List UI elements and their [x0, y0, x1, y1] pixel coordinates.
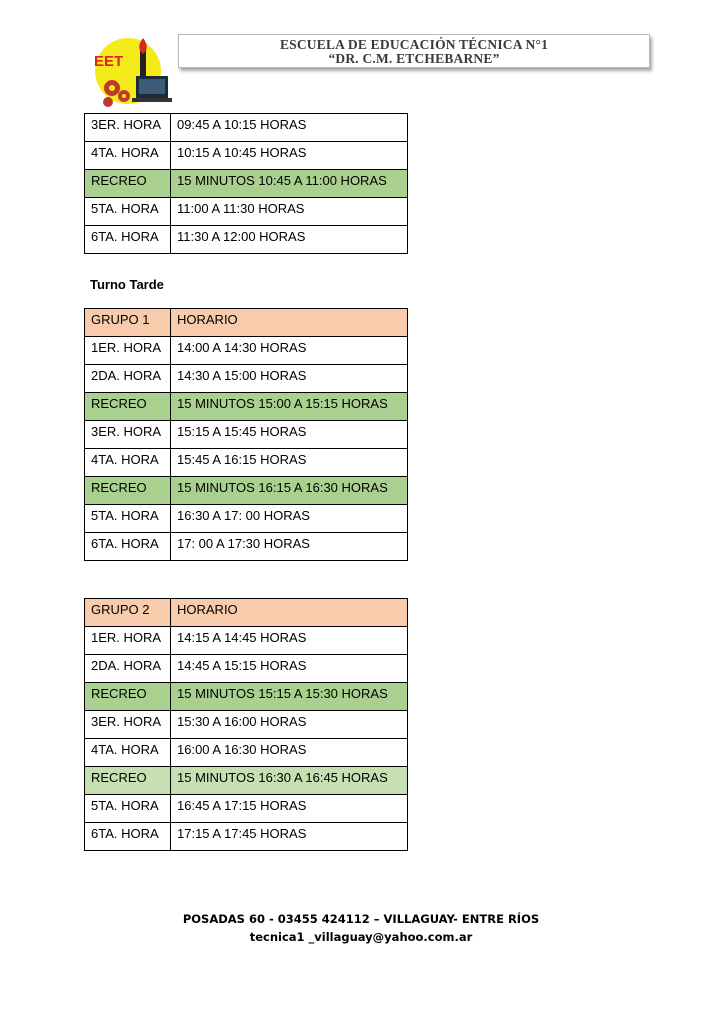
- school-patron-line: “DR. C.M. ETCHEBARNE”: [328, 51, 500, 66]
- time-cell: 17: 00 A 17:30 HORAS: [171, 533, 408, 561]
- table-row: [85, 421, 408, 449]
- table-row: [85, 627, 408, 655]
- period-cell: RECREO: [85, 767, 171, 795]
- period-cell: 1ER. HORA: [85, 627, 171, 655]
- break-row: [85, 393, 408, 421]
- time-cell: 14:15 A 14:45 HORAS: [171, 627, 408, 655]
- table-row: [85, 505, 408, 533]
- time-cell: 15:15 A 15:45 HORAS: [171, 421, 408, 449]
- period-cell: 1ER. HORA: [85, 337, 171, 365]
- school-header: [178, 34, 650, 68]
- period-cell: RECREO: [85, 683, 171, 711]
- period-cell: 4TA. HORA: [85, 142, 171, 170]
- table-row: [85, 655, 408, 683]
- period-cell: 5TA. HORA: [85, 505, 171, 533]
- period-cell: 3ER. HORA: [85, 114, 171, 142]
- footer-email: tecnica1 _villaguay@yahoo.com.ar: [249, 930, 473, 944]
- table-row: [85, 226, 408, 254]
- period-cell: RECREO: [85, 170, 171, 198]
- time-cell: 17:15 A 17:45 HORAS: [171, 823, 408, 851]
- table-header-row: [85, 309, 408, 337]
- time-cell: 16:30 A 17: 00 HORAS: [171, 505, 408, 533]
- time-cell: 15 MINUTOS 15:15 A 15:30 HORAS: [171, 683, 408, 711]
- morning-schedule-table: [84, 113, 408, 254]
- table-row: [85, 114, 408, 142]
- period-cell: 5TA. HORA: [85, 795, 171, 823]
- table-row: [85, 142, 408, 170]
- table-row: [85, 449, 408, 477]
- period-cell: RECREO: [85, 393, 171, 421]
- break-row: [85, 767, 408, 795]
- period-cell: 6TA. HORA: [85, 226, 171, 254]
- table-row: [85, 198, 408, 226]
- break-row: [85, 683, 408, 711]
- table-row: [85, 823, 408, 851]
- table-row: [85, 795, 408, 823]
- time-cell: 11:30 A 12:00 HORAS: [171, 226, 408, 254]
- section-title: Turno Tarde: [90, 277, 164, 292]
- break-row: [85, 477, 408, 505]
- period-cell: GRUPO 1: [85, 309, 171, 337]
- time-cell: 15:30 A 16:00 HORAS: [171, 711, 408, 739]
- time-cell: 15 MINUTOS 15:00 A 15:15 HORAS: [171, 393, 408, 421]
- period-cell: 6TA. HORA: [85, 823, 171, 851]
- period-cell: 6TA. HORA: [85, 533, 171, 561]
- time-cell: 16:45 A 17:15 HORAS: [171, 795, 408, 823]
- time-cell: 09:45 A 10:15 HORAS: [171, 114, 408, 142]
- time-cell: 15 MINUTOS 16:30 A 16:45 HORAS: [171, 767, 408, 795]
- school-logo: [88, 36, 176, 112]
- time-cell: 15:45 A 16:15 HORAS: [171, 449, 408, 477]
- time-cell: 10:15 A 10:45 HORAS: [171, 142, 408, 170]
- time-cell: 14:30 A 15:00 HORAS: [171, 365, 408, 393]
- time-cell: 14:45 A 15:15 HORAS: [171, 655, 408, 683]
- table-row: [85, 711, 408, 739]
- period-cell: GRUPO 2: [85, 599, 171, 627]
- period-cell: 2DA. HORA: [85, 365, 171, 393]
- table-row: [85, 337, 408, 365]
- table-row: [85, 365, 408, 393]
- time-cell: HORARIO: [171, 309, 408, 337]
- period-cell: RECREO: [85, 477, 171, 505]
- break-row: [85, 170, 408, 198]
- school-name-line: ESCUELA DE EDUCACIÓN TÉCNICA N°1: [279, 37, 549, 52]
- time-cell: 14:00 A 14:30 HORAS: [171, 337, 408, 365]
- period-cell: 2DA. HORA: [85, 655, 171, 683]
- time-cell: HORARIO: [171, 599, 408, 627]
- table-row: [85, 739, 408, 767]
- grupo2-schedule-table: [84, 598, 408, 851]
- grupo1-schedule-table: [84, 308, 408, 561]
- period-cell: 4TA. HORA: [85, 449, 171, 477]
- table-row: [85, 533, 408, 561]
- period-cell: 4TA. HORA: [85, 739, 171, 767]
- time-cell: 15 MINUTOS 16:15 A 16:30 HORAS: [171, 477, 408, 505]
- table-header-row: [85, 599, 408, 627]
- time-cell: 15 MINUTOS 10:45 A 11:00 HORAS: [171, 170, 408, 198]
- logo-text: EET: [94, 53, 124, 70]
- period-cell: 3ER. HORA: [85, 711, 171, 739]
- period-cell: 3ER. HORA: [85, 421, 171, 449]
- period-cell: 5TA. HORA: [85, 198, 171, 226]
- time-cell: 16:00 A 16:30 HORAS: [171, 739, 408, 767]
- footer-address: POSADAS 60 - 03455 424112 – VILLAGUAY- ENTRE RÍOS: [182, 912, 540, 926]
- time-cell: 11:00 A 11:30 HORAS: [171, 198, 408, 226]
